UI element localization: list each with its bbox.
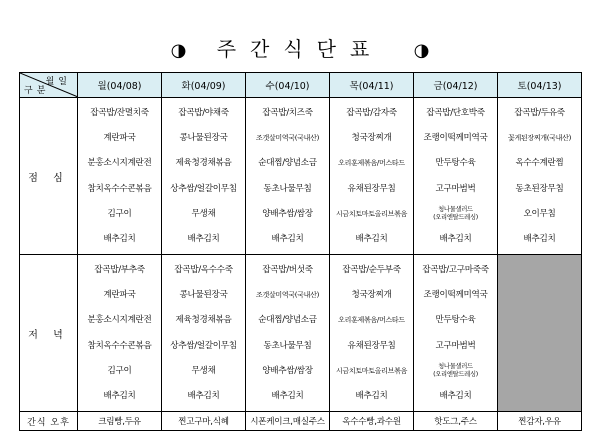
menu-item: 콩나물된장국: [179, 290, 228, 301]
menu-item: 유채된장무침: [347, 183, 396, 194]
menu-item-list: [78, 261, 161, 405]
menu-item: 배추김치: [271, 233, 304, 244]
menu-item: 배추김치: [439, 233, 472, 244]
lunch-day-cell: [498, 98, 582, 255]
menu-item: 청나물샐러드 (오리엔탈드레싱): [433, 205, 478, 221]
menu-item: 시금치토마토올리브볶음: [335, 366, 408, 375]
menu-item: 잡곡밥/순두부죽: [342, 265, 401, 275]
menu-item: 오리훈제볶음/머스타드: [338, 159, 405, 168]
menu-item: 배추김치: [439, 390, 472, 401]
menu-item: 배추김치: [103, 390, 136, 401]
menu-item: 청나물샐러드 (오리엔탈드레싱): [433, 362, 478, 378]
snack-cell: 핫도그,주스: [414, 412, 498, 431]
snack-row: [20, 412, 582, 431]
menu-item: 배추김치: [355, 233, 388, 244]
menu-item: 배추김치: [355, 390, 388, 401]
menu-item: 계란파국: [103, 133, 136, 144]
half-circle-icon-left: ◑: [170, 40, 187, 61]
snack-cell: 시폰케이크,매실주스: [246, 412, 330, 431]
dinner-empty-cell: [498, 255, 582, 412]
dinner-day-cell: [330, 255, 414, 412]
menu-item: 배추김치: [103, 233, 136, 244]
menu-item: 배추김치: [523, 233, 556, 244]
menu-item: 분홍소시지계란전: [87, 315, 152, 326]
menu-item: 김구이: [107, 208, 132, 219]
corner-top-label: 월일: [45, 77, 71, 87]
menu-item: 참치옥수수콘볶음: [87, 340, 152, 351]
snack-cell: 찐감자,우유: [498, 412, 582, 431]
menu-item: 만두탕수육: [435, 315, 476, 326]
dinner-day-cell: [162, 255, 246, 412]
menu-item: 잡곡밥/감자죽: [346, 108, 397, 118]
day-header: 월(04/08): [78, 73, 162, 98]
menu-item: 오이무침: [523, 208, 556, 219]
menu-item: 참치옥수수콘볶음: [87, 183, 152, 194]
corner-header: [20, 73, 78, 98]
menu-item: 계란파국: [103, 290, 136, 301]
menu-item: 동초나물무침: [263, 183, 312, 194]
menu-item: 양배추쌈/쌈장: [262, 208, 313, 219]
menu-item: 청국장찌개: [351, 133, 392, 144]
meal-label-dinner: 저 녁: [20, 255, 78, 412]
menu-item: 잡곡밥/야채죽: [178, 108, 229, 118]
menu-item-list: [246, 104, 329, 248]
menu-item: 잡곡밥/두유죽: [514, 108, 565, 118]
menu-item: 고구마범벅: [435, 183, 476, 194]
day-header: 화(04/09): [162, 73, 246, 98]
menu-item: 옥수수계란찜: [515, 158, 564, 169]
menu-item-list: [330, 261, 413, 405]
menu-item: 양배추쌈/쌈장: [262, 365, 313, 376]
dinner-day-cell: [414, 255, 498, 412]
menu-item: 순대찜/양념소금: [258, 158, 317, 169]
menu-item: 동초나물무침: [263, 340, 312, 351]
menu-item: 오리훈제볶음/머스타드: [338, 316, 405, 325]
lunch-day-cell: [162, 98, 246, 255]
lunch-row: [20, 98, 582, 255]
menu-item: 콩나물된장국: [179, 133, 228, 144]
snack-cell: 크림빵,두유: [78, 412, 162, 431]
menu-item-list: [162, 104, 245, 248]
lunch-day-cell: [330, 98, 414, 255]
menu-item: 꽃게된장찌개(국내산): [507, 134, 572, 143]
menu-item: 조랭이떡께미역국: [423, 133, 488, 144]
menu-item: 배추김치: [187, 390, 220, 401]
menu-item-list: [78, 104, 161, 248]
weekly-menu-table: [19, 72, 582, 431]
menu-item: 무생채: [191, 208, 216, 219]
menu-item: 무생채: [191, 365, 216, 376]
day-header: 목(04/11): [330, 73, 414, 98]
menu-item: 잡곡밥/버섯죽: [262, 265, 313, 275]
day-header: 토(04/13): [498, 73, 582, 98]
lunch-day-cell: [78, 98, 162, 255]
menu-item: 동초된장무침: [515, 183, 564, 194]
menu-item: 상추쌈/얼갈이무침: [170, 340, 237, 351]
menu-item-list: [498, 104, 581, 248]
menu-item-list: [162, 261, 245, 405]
corner-bottom-label: 구분: [24, 86, 50, 96]
menu-item: 순대찜/양념소금: [258, 315, 317, 326]
menu-item: 제육청경채볶음: [175, 158, 232, 169]
meal-label-snack: 간식 오후: [20, 412, 78, 431]
half-circle-icon-right: ◑: [413, 40, 430, 61]
menu-item: 김구이: [107, 365, 132, 376]
menu-item: 잡곡밥/치즈죽: [262, 108, 313, 118]
menu-item: 시금치토마토올리브볶음: [335, 209, 408, 218]
menu-item: 조갯살미역국(국내산): [255, 291, 320, 300]
day-header: 금(04/12): [414, 73, 498, 98]
menu-item: 조랭이떡께미역국: [423, 290, 488, 301]
meal-label-lunch: 점 심: [20, 98, 78, 255]
header-row: [20, 73, 582, 98]
menu-item-list: [414, 261, 497, 405]
menu-item: 청국장찌개: [351, 290, 392, 301]
snack-cell: 찐고구마,식혜: [162, 412, 246, 431]
menu-item: 잡곡밥/잔멸치죽: [90, 108, 149, 118]
menu-item: 분홍소시지계란전: [87, 158, 152, 169]
menu-item: 고구마범벅: [435, 340, 476, 351]
title-text: 주간식단표: [216, 37, 384, 61]
dinner-row: [20, 255, 582, 412]
menu-item-list: [246, 261, 329, 405]
menu-item: 잡곡밥/옥수수죽: [174, 265, 233, 275]
day-header: 수(04/10): [246, 73, 330, 98]
snack-cell: 옥수수빵,과수원: [330, 412, 414, 431]
menu-item: 잡곡밥/단호박죽: [426, 108, 485, 118]
menu-item: 잡곡밥/부추죽: [94, 265, 145, 275]
lunch-day-cell: [246, 98, 330, 255]
page-title: [0, 36, 600, 62]
menu-item: 제육청경채볶음: [175, 315, 232, 326]
menu-item: 유채된장무침: [347, 340, 396, 351]
dinner-day-cell: [78, 255, 162, 412]
lunch-day-cell: [414, 98, 498, 255]
menu-item: 만두탕수육: [435, 158, 476, 169]
menu-item: 상추쌈/얼갈이무침: [170, 183, 237, 194]
menu-item: 배추김치: [271, 390, 304, 401]
menu-item-list: [414, 104, 497, 248]
menu-item: 잡곡밥/고구마죽죽: [422, 265, 489, 275]
menu-item: 조갯살미역국(국내산): [255, 134, 320, 143]
dinner-day-cell: [246, 255, 330, 412]
menu-item-list: [330, 104, 413, 248]
menu-item: 배추김치: [187, 233, 220, 244]
